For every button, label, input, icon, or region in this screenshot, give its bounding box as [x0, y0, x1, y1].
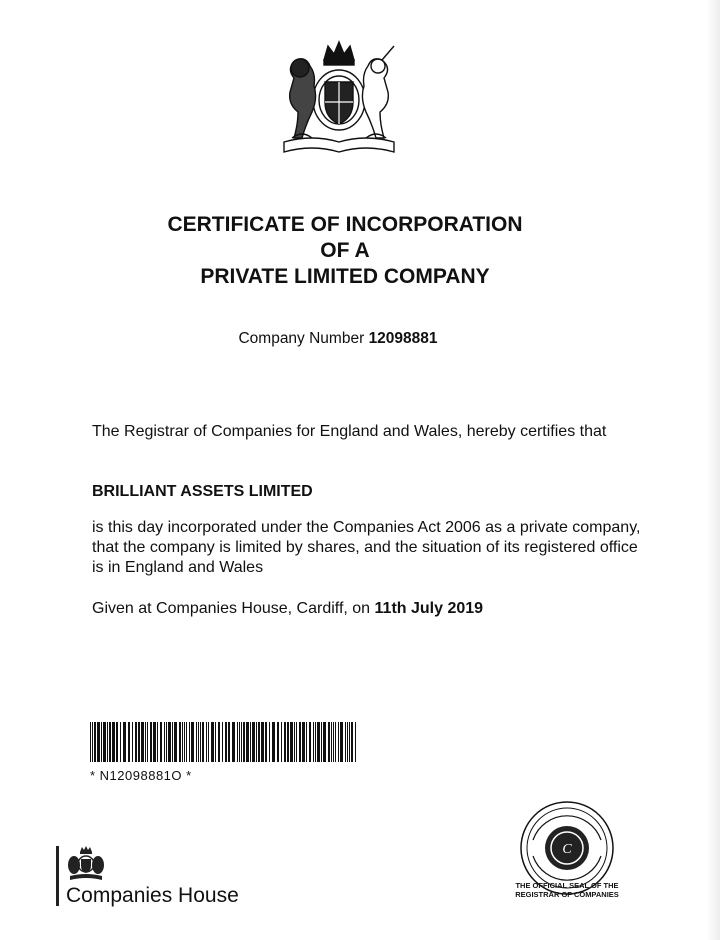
given-statement [92, 599, 652, 619]
barcode-bar [164, 722, 165, 762]
barcode-bar [331, 722, 332, 762]
barcode-bar [160, 722, 162, 762]
barcode-bar [284, 722, 286, 762]
barcode-bar [290, 722, 293, 762]
companies-house-crest-icon [66, 846, 106, 882]
company-number-line [0, 330, 676, 348]
barcode-bar [232, 722, 235, 762]
barcode-bar [141, 722, 144, 762]
barcode-bar [287, 722, 289, 762]
incorporation-statement: is this day incorporated under the Companies Act 2006 as a private company, that the company is limited by shares, and the situation of its registered office is in England and Wales [92, 519, 641, 576]
barcode-bar [101, 722, 102, 762]
title-line-2: OF A [320, 239, 370, 262]
company-number-label: Company Number [238, 330, 365, 347]
barcode-bar [256, 722, 257, 762]
barcode-bar [135, 722, 137, 762]
barcode-bar [109, 722, 111, 762]
given-text: Given at Companies House, Cardiff, on [92, 600, 371, 617]
barcode-bar [321, 722, 322, 762]
barcode-bar [228, 722, 230, 762]
barcode-bar [182, 722, 183, 762]
barcode-bar [200, 722, 201, 762]
barcode-bar [132, 722, 133, 762]
company-name: BRILLIANT ASSETS LIMITED [92, 483, 313, 500]
barcode-bar [299, 722, 301, 762]
barcode-bar [168, 722, 171, 762]
barcode-bar [345, 722, 346, 762]
barcode-bar [237, 722, 238, 762]
barcode-bar [157, 722, 158, 762]
barcode-bar [206, 722, 207, 762]
barcode-bar [243, 722, 245, 762]
seal-caption [500, 881, 634, 899]
barcode-bar [97, 722, 100, 762]
barcode-bar [184, 722, 185, 762]
barcode-bar [355, 722, 356, 762]
barcode-bar [258, 722, 260, 762]
barcode-bar [296, 722, 297, 762]
barcode-bar [218, 722, 220, 762]
royal-coat-of-arms-icon [272, 38, 406, 156]
barcode-bar [338, 722, 339, 762]
barcode-bar [198, 722, 199, 762]
seal-caption-line-2: REGISTRAR OF COMPANIES [515, 890, 619, 899]
barcode-bar [328, 722, 330, 762]
barcode-bar [349, 722, 350, 762]
barcode-bar [92, 722, 93, 762]
barcode-bar [174, 722, 177, 762]
title-line-1: CERTIFICATE OF INCORPORATION [167, 213, 523, 236]
barcode-bar [116, 722, 118, 762]
barcode-bar [294, 722, 295, 762]
barcode-bar [302, 722, 305, 762]
certificate-title [0, 212, 690, 290]
barcode-bar [272, 722, 275, 762]
barcode-bar [261, 722, 264, 762]
barcode-bar [189, 722, 190, 762]
barcode-bar [120, 722, 121, 762]
barcode-bar [147, 722, 148, 762]
barcode-bar [112, 722, 115, 762]
company-number-value: 12098881 [368, 330, 438, 347]
barcode-bar [306, 722, 307, 762]
barcode-bar [215, 722, 216, 762]
barcode-bar [222, 722, 223, 762]
barcode-bar [269, 722, 270, 762]
title-line-3: PRIVATE LIMITED COMPANY [200, 265, 490, 288]
barcode-bar [225, 722, 227, 762]
barcode-bar [313, 722, 314, 762]
certify-statement: The Registrar of Companies for England and Wales, hereby certifies that [92, 423, 607, 440]
barcode-bar [281, 722, 282, 762]
barcode-bar [335, 722, 336, 762]
barcode-bar [191, 722, 194, 762]
barcode-bar [103, 722, 106, 762]
barcode-bar [246, 722, 249, 762]
barcode-bar [150, 722, 152, 762]
barcode-bar [309, 722, 311, 762]
barcode-bar [196, 722, 197, 762]
barcode-bar [347, 722, 348, 762]
barcode-bar [211, 722, 214, 762]
barcode-bar [250, 722, 251, 762]
barcode [90, 722, 358, 762]
barcode-bar [252, 722, 255, 762]
barcode-bar [94, 722, 96, 762]
seal-caption-line-1: THE OFFICIAL SEAL OF THE [515, 881, 619, 890]
barcode-bar [340, 722, 343, 762]
barcode-bar [90, 722, 91, 762]
barcode-bar [186, 722, 187, 762]
barcode-bar [239, 722, 240, 762]
barcode-bar [241, 722, 242, 762]
barcode-bar [166, 722, 167, 762]
page-edge-shadow [706, 0, 720, 940]
barcode-bar [153, 722, 156, 762]
barcode-bar [265, 722, 267, 762]
barcode-bar [123, 722, 126, 762]
companies-house-name: Companies House [66, 884, 239, 907]
barcode-bar [202, 722, 204, 762]
barcode-bar [145, 722, 146, 762]
barcode-bar [208, 722, 209, 762]
given-date: 11th July 2019 [374, 600, 484, 617]
companies-house-logo-bar [56, 846, 59, 906]
barcode-bar [179, 722, 181, 762]
barcode-bar [107, 722, 108, 762]
barcode-bar [351, 722, 353, 762]
barcode-bar [315, 722, 316, 762]
barcode-bar [277, 722, 279, 762]
barcode-bar [333, 722, 334, 762]
barcode-bar [172, 722, 173, 762]
barcode-bar [128, 722, 130, 762]
barcode-bar [138, 722, 140, 762]
barcode-bar [323, 722, 326, 762]
svg-text:C: C [562, 842, 572, 857]
barcode-bar [317, 722, 320, 762]
barcode-text: * N12098881O * [90, 768, 192, 783]
